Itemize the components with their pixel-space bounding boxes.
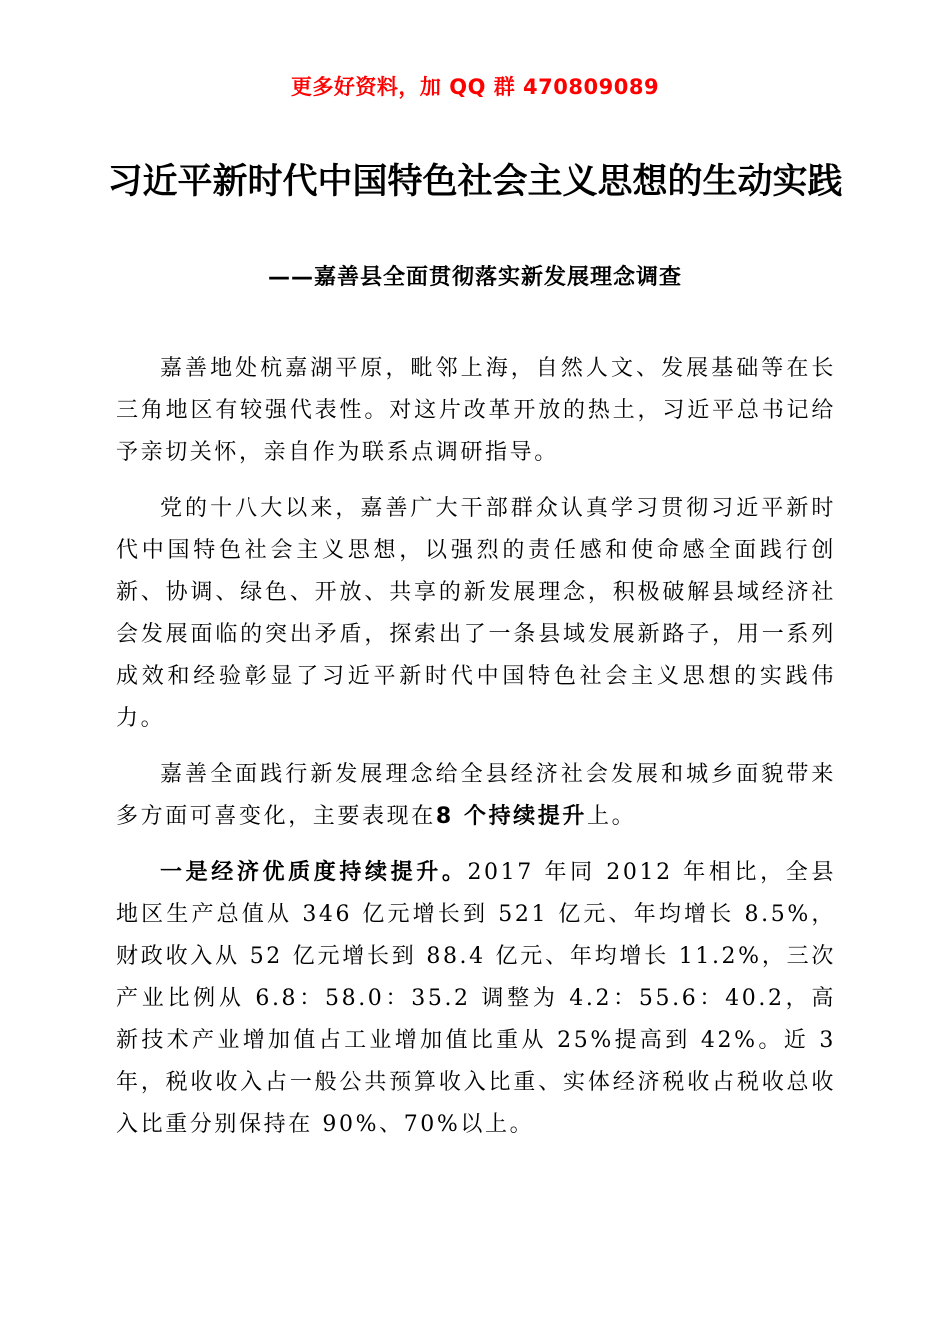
article-title: 习近平新时代中国特色社会主义思想的生动实践: [107, 161, 843, 202]
paragraph-4: [116, 852, 836, 1146]
promo-banner: 更多好资料，加 QQ 群 470809089: [290, 75, 660, 99]
paragraph-1: 嘉善地处杭嘉湖平原，毗邻上海，自然人文、发展基础等在长三角地区有较强代表性。对这片改革开放的热土，习近平总书记给予亲切关怀，亲自作为联系点调研指导。: [116, 356, 836, 465]
paragraph-3-emphasis: 8 个持续提升: [435, 804, 587, 829]
paragraph-3-end: 上。: [586, 804, 637, 829]
article-body: [116, 348, 836, 1160]
paragraph-4-text: 2017 年同 2012 年相比，全县地区生产总值从 346 亿元增长到 521 亿元、年均增长 8.5%，财政收入从 52 亿元增长到 88.4 亿元、年均增长 11.2%，三次产业比例从 6.8：58.0：35.2 调整为 4.2：55.6：40.2，高新技术产业增加值占工业增加值比重从 25%提高到 42%。近 3 年，税收收入占一般公共预算收入比重、实体经济税收占税收总收入比重分别保持在 90%、70%以上。: [116, 860, 837, 1137]
paragraph-2: 党的十八大以来，嘉善广大干部群众认真学习贯彻习近平新时代中国特色社会主义思想，以强烈的责任感和使命感全面践行创新、协调、绿色、开放、共享的新发展理念，积极破解县域经济社会发展面临的突出矛盾，探索出了一条县域发展新路子，用一系列成效和经验彰显了习近平新时代中国特色社会主义思想的实践伟力。: [116, 496, 836, 731]
paragraph-3-text: 嘉善全面践行新发展理念给全县经济社会发展和城乡面貌带来多方面可喜变化，主要表现在: [116, 762, 836, 829]
article-subtitle: ——嘉善县全面贯彻落实新发展理念调查: [267, 265, 682, 290]
paragraph-3: [116, 754, 836, 838]
paragraph-4-heading: 一是经济优质度持续提升。: [160, 860, 468, 885]
